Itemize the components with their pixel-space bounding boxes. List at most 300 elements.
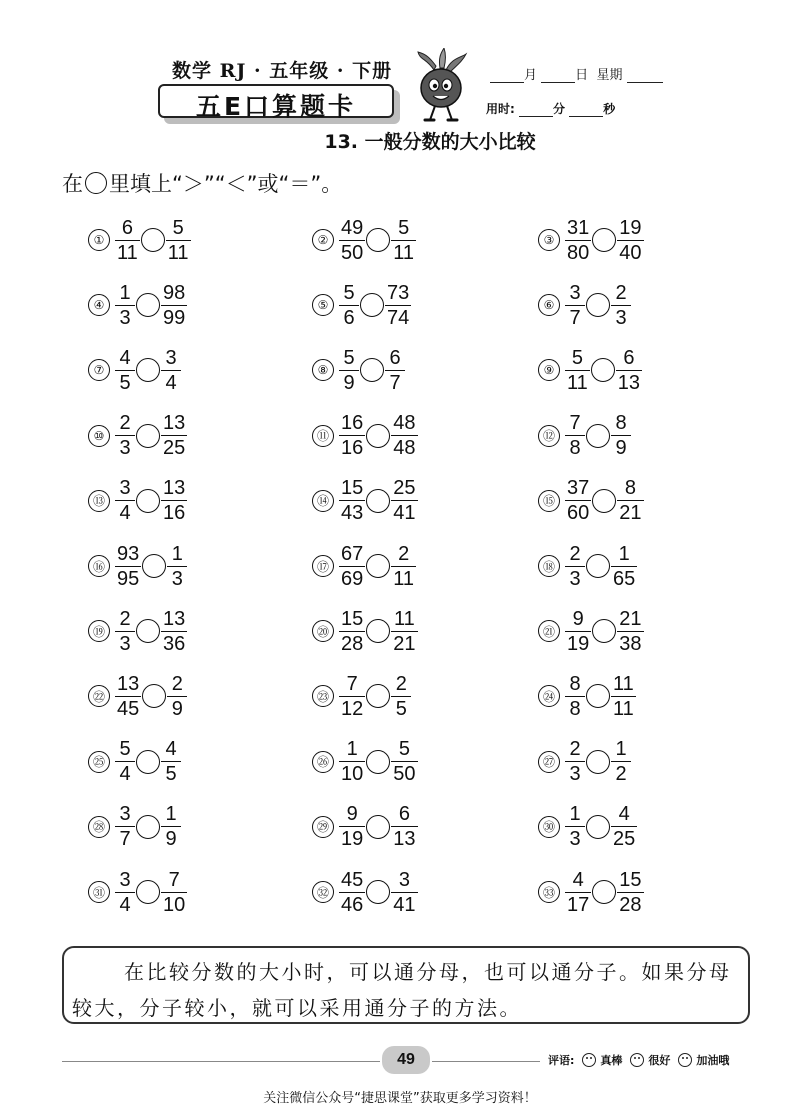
left-fraction [566,673,584,720]
numerator: 48 [393,412,416,435]
numerator: 3 [119,477,131,500]
left-fraction [340,347,358,394]
comparison-circle[interactable] [586,554,610,578]
numerator: 2 [569,542,581,565]
right-fraction [162,412,186,459]
problem-number: ㉙ [312,816,334,838]
fraction-bar [611,761,631,762]
denominator: 95 [117,567,140,590]
problem-number: ② [312,229,334,251]
numerator: 73 [387,281,410,304]
problem-item [312,279,410,331]
problem-item [312,410,417,462]
left-fraction [566,738,584,785]
problem-number: ⑳ [312,620,334,642]
numerator: 16 [341,412,364,435]
denominator: 4 [119,502,131,525]
denominator: 28 [341,632,364,655]
comparison-circle[interactable] [366,750,390,774]
problem-item [538,344,641,396]
numerator: 15 [341,477,364,500]
left-fraction [116,217,139,264]
comparison-circle[interactable] [586,424,610,448]
title-banner [158,84,394,121]
problem-item [88,214,190,266]
fraction-bar [339,240,365,241]
fraction-bar [391,500,417,501]
fraction-bar [617,631,643,632]
numerator: 1 [171,542,183,565]
fraction-bar [161,892,187,893]
comparison-circle[interactable] [141,228,165,252]
problem-item [88,475,186,527]
denominator: 38 [619,632,642,655]
right-fraction [168,543,186,590]
fraction-bar [385,370,405,371]
fraction-bar [617,240,643,241]
left-fraction [116,412,134,459]
problem-number: ⑯ [88,555,110,577]
problem-number: ㉝ [538,881,560,903]
right-fraction [612,543,636,590]
denominator: 45 [117,697,140,720]
problem-item [538,410,630,462]
fraction-bar [339,892,365,893]
problem-item [88,410,186,462]
problem-item [538,736,630,788]
right-fraction [162,608,186,655]
left-fraction [340,869,364,916]
denominator: 40 [619,241,642,264]
numerator: 13 [163,412,186,435]
fraction-bar [161,435,187,436]
fraction-bar [339,305,359,306]
right-fraction [612,738,630,785]
comparison-circle[interactable] [592,489,616,513]
right-fraction [386,347,404,394]
fraction-bar [565,892,591,893]
problem-number: ⑬ [88,490,110,512]
comparison-circle[interactable] [136,489,160,513]
fraction-bar [565,435,585,436]
problem-item [538,279,630,331]
right-fraction [618,869,642,916]
problem-number: ㉓ [312,685,334,707]
right-fraction [162,738,180,785]
denominator: 11 [393,241,415,264]
fraction-bar [339,696,365,697]
rating-great: 真棒 [600,1054,623,1067]
denominator: 25 [613,828,636,851]
problem-number: ㉛ [88,881,110,903]
fraction-bar [339,370,359,371]
fraction-bar [617,500,643,501]
numerator: 4 [119,346,131,369]
face-try-icon[interactable] [678,1053,692,1067]
numerator: 1 [346,738,358,761]
week-label: 星期 [596,68,623,83]
fraction-bar [339,566,365,567]
problem-number: ⑤ [312,294,334,316]
fraction-bar [339,500,365,501]
comparison-circle[interactable] [366,489,390,513]
fraction-bar [565,826,585,827]
denominator: 60 [567,502,590,525]
problem-number: ⑨ [538,359,560,381]
comparison-circle[interactable] [592,880,616,904]
denominator: 41 [393,502,416,525]
comparison-circle[interactable] [366,619,390,643]
problem-item [538,801,636,853]
right-fraction [612,412,630,459]
denominator: 99 [163,306,186,329]
footer-rule-right [432,1061,540,1062]
denominator: 36 [163,632,186,655]
right-fraction [167,217,190,264]
left-fraction [566,543,584,590]
numerator: 5 [343,346,355,369]
fraction-bar [391,566,416,567]
problem-number: ㉗ [538,751,560,773]
left-fraction [116,803,134,850]
left-fraction [116,543,140,590]
denominator: 3 [119,437,131,460]
comparison-circle[interactable] [136,619,160,643]
numerator: 37 [567,477,590,500]
denominator: 11 [167,241,189,264]
fraction-bar [339,761,365,762]
numerator: 2 [395,672,407,695]
numerator: 7 [346,672,358,695]
problem-number: ⑥ [538,294,560,316]
numerator: 2 [569,738,581,761]
left-fraction [566,347,589,394]
comparison-circle[interactable] [136,815,160,839]
comparison-circle[interactable] [142,554,166,578]
subject-line: 数学 RJ · 五年级 · 下册 [172,60,393,82]
fraction-bar [391,240,416,241]
minutes-label: 分 [553,102,566,116]
numerator: 13 [117,672,140,695]
problem-number: ③ [538,229,560,251]
left-fraction [340,673,364,720]
problem-number: ① [88,229,110,251]
fraction-bar [167,696,187,697]
comparison-circle[interactable] [366,554,390,578]
right-fraction [612,282,630,329]
numerator: 9 [346,803,358,826]
problem-number: ㉘ [88,816,110,838]
numerator: 11 [393,607,415,630]
denominator: 11 [567,371,588,394]
comparison-circle[interactable] [592,228,616,252]
left-fraction [116,282,134,329]
comparison-circle[interactable] [586,293,610,317]
comparison-circle[interactable] [366,228,390,252]
numerator: 1 [618,542,630,565]
denominator: 12 [341,697,364,720]
right-fraction [392,738,416,785]
left-fraction [116,738,134,785]
fraction-bar [167,566,187,567]
left-fraction [340,543,364,590]
numerator: 15 [341,607,364,630]
fraction-bar [565,305,585,306]
rating-label: 评语: [548,1054,575,1067]
rating-row [548,1052,729,1068]
fraction-bar [115,240,140,241]
numerator: 7 [569,412,581,435]
numerator: 15 [619,868,642,891]
month-label: 月 [524,68,538,83]
denominator: 21 [619,502,642,525]
right-fraction [392,803,416,850]
left-fraction [566,869,590,916]
left-fraction [566,608,590,655]
numerator: 7 [168,868,180,891]
fraction-bar [391,435,417,436]
fraction-bar [115,892,135,893]
problem-item [88,736,180,788]
denominator: 16 [163,502,186,525]
right-fraction [162,869,186,916]
numerator: 4 [165,738,177,761]
problem-item [88,866,186,918]
circle-icon [85,172,107,194]
comparison-circle[interactable] [136,358,160,382]
instruction-suffix: 里填上“＞”“＜”或“＝”。 [109,172,343,196]
numerator: 2 [398,542,410,565]
comparison-circle[interactable] [136,293,160,317]
denominator: 80 [567,241,590,264]
fraction-bar [115,631,135,632]
comparison-circle[interactable] [360,358,384,382]
left-fraction [340,477,364,524]
numerator: 5 [343,281,355,304]
radish-mascot-icon [412,48,470,126]
left-fraction [340,608,364,655]
instruction [62,168,342,198]
fraction-bar [339,631,365,632]
right-fraction [392,543,415,590]
denominator: 7 [119,828,131,851]
denominator: 13 [393,828,416,851]
fraction-bar [115,500,135,501]
fraction-bar [565,370,590,371]
denominator: 9 [165,828,177,851]
fraction-bar [391,761,417,762]
fraction-bar [161,370,181,371]
comparison-circle[interactable] [136,750,160,774]
denominator: 5 [395,697,407,720]
denominator: 21 [393,632,416,655]
comparison-circle[interactable] [366,815,390,839]
denominator: 5 [119,371,131,394]
problem-item [312,670,410,722]
fraction-bar [115,566,141,567]
problem-item [312,605,417,657]
numerator: 4 [618,803,630,826]
right-fraction [162,803,180,850]
fraction-bar [611,435,631,436]
problem-number: ⑧ [312,359,334,381]
denominator: 48 [393,437,416,460]
denominator: 17 [567,893,590,916]
denominator: 19 [567,632,590,655]
numerator: 3 [119,868,131,891]
numerator: 4 [572,868,584,891]
right-fraction [618,608,642,655]
problem-item [312,736,417,788]
numerator: 3 [398,868,410,891]
denominator: 2 [615,763,627,786]
numerator: 6 [398,803,410,826]
right-fraction [612,673,635,720]
problem-number: ㉖ [312,751,334,773]
problem-item [538,670,635,722]
left-fraction [340,282,358,329]
time-line [486,100,615,117]
denominator: 10 [163,893,186,916]
comparison-circle[interactable] [366,684,390,708]
lesson-title: 13. 一般分数的大小比较 [324,131,536,153]
comparison-circle[interactable] [592,619,616,643]
numerator: 13 [163,477,186,500]
time-label: 用时: [486,102,515,116]
fraction-bar [611,566,637,567]
minutes-blank[interactable] [519,102,553,117]
numerator: 5 [398,738,410,761]
problem-item [538,475,643,527]
comparison-circle[interactable] [136,880,160,904]
fraction-bar [565,566,585,567]
fraction-bar [391,826,417,827]
fraction-bar [115,435,135,436]
problem-item [312,214,415,266]
denominator: 8 [569,697,581,720]
week-blank[interactable] [627,68,663,83]
numerator: 1 [615,738,627,761]
problem-item [88,605,186,657]
tip-text: 在比较分数的大小时，可以通分母，也可以通分子。如果分母较大，分子较小，就可以采用通分子的方法。 [72,960,732,1020]
denominator: 11 [117,241,138,264]
comparison-circle[interactable] [366,880,390,904]
denominator: 11 [393,567,415,590]
denominator: 7 [569,306,581,329]
right-fraction [392,673,410,720]
left-fraction [566,282,584,329]
comparison-circle[interactable] [586,750,610,774]
denominator: 69 [341,567,364,590]
face-great-icon[interactable] [582,1053,596,1067]
tip-box [62,946,750,1024]
denominator: 50 [341,241,364,264]
right-fraction [162,477,186,524]
fraction-bar [565,240,591,241]
comparison-circle[interactable] [136,424,160,448]
comparison-circle[interactable] [591,358,615,382]
face-good-icon[interactable] [630,1053,644,1067]
numerator: 9 [572,607,584,630]
numerator: 45 [341,868,364,891]
numerator: 19 [619,216,642,239]
problem-item [538,605,643,657]
problem-number: ⑪ [312,425,334,447]
day-blank[interactable] [541,68,575,83]
rating-good: 很好 [648,1054,671,1067]
problem-item [538,214,643,266]
comparison-circle[interactable] [586,684,610,708]
fraction-bar [617,892,643,893]
comparison-circle[interactable] [142,684,166,708]
comparison-circle[interactable] [586,815,610,839]
problem-item [538,866,643,918]
numerator: 5 [571,346,583,369]
denominator: 5 [165,763,177,786]
page-number: 49 [382,1046,430,1074]
numerator: 2 [119,412,131,435]
right-fraction [618,477,642,524]
problem-item [88,670,186,722]
fraction-bar [161,500,187,501]
denominator: 19 [341,828,364,851]
left-fraction [340,217,364,264]
right-fraction [618,217,642,264]
denominator: 9 [615,437,627,460]
left-fraction [566,412,584,459]
fraction-bar [391,631,417,632]
denominator: 3 [119,306,131,329]
problem-number: ⑭ [312,490,334,512]
fraction-bar [565,696,585,697]
left-fraction [566,477,590,524]
denominator: 4 [119,763,131,786]
problem-item [88,801,180,853]
seconds-blank[interactable] [569,102,603,117]
footer-rule-left [62,1061,380,1062]
comparison-circle[interactable] [360,293,384,317]
denominator: 46 [341,893,364,916]
problem-item [538,540,636,592]
numerator: 5 [172,216,184,239]
right-fraction [162,282,186,329]
left-fraction [116,673,140,720]
comparison-circle[interactable] [366,424,390,448]
right-fraction [617,347,641,394]
problem-item [312,344,404,396]
numerator: 98 [163,281,186,304]
left-fraction [116,477,134,524]
denominator: 10 [341,763,364,786]
denominator: 25 [163,437,186,460]
right-fraction [392,412,416,459]
denominator: 16 [341,437,364,460]
month-blank[interactable] [490,68,524,83]
fraction-bar [611,305,631,306]
problem-number: ㉒ [88,685,110,707]
denominator: 6 [343,306,355,329]
problem-number: ④ [88,294,110,316]
banner-text: 五E口算题卡 [195,92,357,121]
left-fraction [340,803,364,850]
right-fraction [392,477,416,524]
right-fraction [386,282,410,329]
denominator: 9 [171,697,183,720]
numerator: 21 [619,607,642,630]
denominator: 8 [569,437,581,460]
problem-number: ⑮ [538,490,560,512]
problem-item [312,540,415,592]
